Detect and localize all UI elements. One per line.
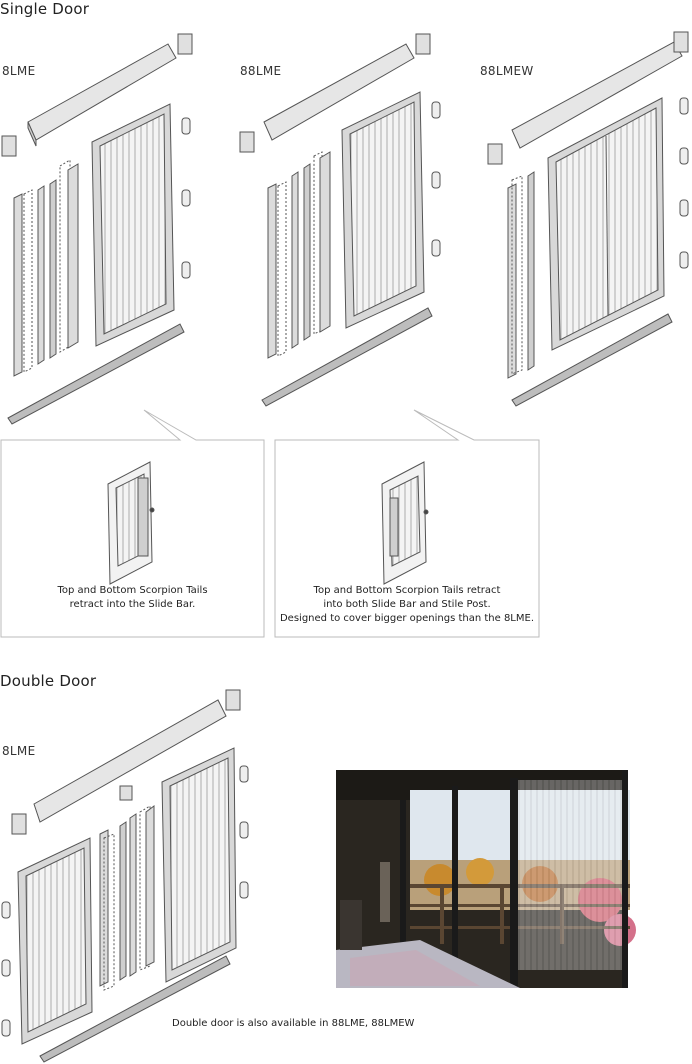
- callout-8lme-line-1: Top and Bottom Scorpion Tails: [57, 585, 208, 596]
- balcony-photo: [336, 770, 636, 988]
- diagram-88lme-single: [240, 34, 440, 406]
- callout-8lme-line-2: retract into the Slide Bar.: [69, 599, 196, 610]
- diagram-8lme-double: [2, 690, 248, 1062]
- diagram-8lme-single: [2, 34, 192, 424]
- callout-text-88lme: [275, 584, 539, 626]
- single-door-heading: Single Door: [0, 0, 90, 18]
- callout-88lme-line-1: Top and Bottom Scorpion Tails retract: [313, 585, 501, 596]
- double-door-heading: Double Door: [0, 672, 97, 690]
- model-label-88lme: 88LME: [240, 64, 282, 78]
- model-label-8lme: 8LME: [2, 64, 36, 78]
- model-label-88lmew: 88LMEW: [480, 64, 534, 78]
- callout-88lme-line-2: into both Slide Bar and Stile Post.: [323, 599, 491, 610]
- model-label-double-8lme: 8LME: [2, 744, 36, 758]
- callout-text-8lme: [1, 584, 264, 612]
- callout-88lme-line-3: Designed to cover bigger openings than the 8LME.: [279, 613, 535, 624]
- diagram-88lmew-single: [488, 32, 688, 406]
- double-door-caption: Double door is also available in 88LME, 88LMEW: [172, 1018, 415, 1029]
